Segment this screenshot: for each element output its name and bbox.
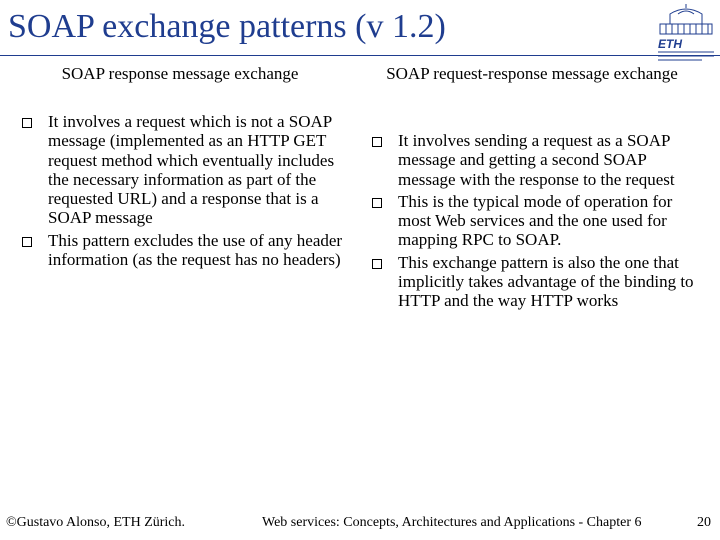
right-column-heading: SOAP request-response message exchange	[386, 64, 678, 83]
square-bullet-icon	[372, 137, 382, 147]
bullet-text: This exchange pattern is also the one that implicitly takes advantage of the binding to HTTP and the way HTTP works	[398, 252, 694, 311]
bullet-text: It involves a request which is not a SOAP message (implemented as an HTTP GET request method which eventually includes the necessary information as part of the requested URL) and a response that is a SOAP message	[48, 112, 335, 228]
left-bullet-list	[22, 112, 344, 272]
list-item	[372, 253, 698, 311]
list-item	[372, 131, 698, 189]
bullet-text: It involves sending a request as a SOAP message and getting a second SOAP message with the response to the request	[398, 131, 675, 189]
left-column-heading: SOAP response message exchange	[61, 64, 299, 83]
title-divider	[0, 55, 720, 56]
square-bullet-icon	[372, 198, 382, 208]
logo-text: ETH	[658, 37, 682, 51]
footer-course: Web services: Concepts, Architectures and Applications - Chapter 6	[262, 515, 642, 530]
footer-author: ©Gustavo Alonso, ETH Zürich.	[6, 515, 186, 530]
square-bullet-icon	[22, 118, 32, 128]
list-item	[22, 231, 344, 270]
square-bullet-icon	[372, 259, 382, 269]
bullet-text: This is the typical mode of operation for most Web services and the one used for mapping RPC to SOAP.	[398, 191, 673, 250]
eth-logo-icon	[652, 2, 720, 64]
slide-title: SOAP exchange patterns (v 1.2)	[8, 8, 446, 45]
list-item	[22, 112, 344, 228]
bullet-text: This pattern excludes the use of any header information (as the request has no headers)	[48, 230, 343, 270]
page-number: 20	[697, 515, 711, 530]
square-bullet-icon	[22, 237, 32, 247]
right-bullet-list	[372, 131, 698, 314]
list-item	[372, 192, 698, 250]
